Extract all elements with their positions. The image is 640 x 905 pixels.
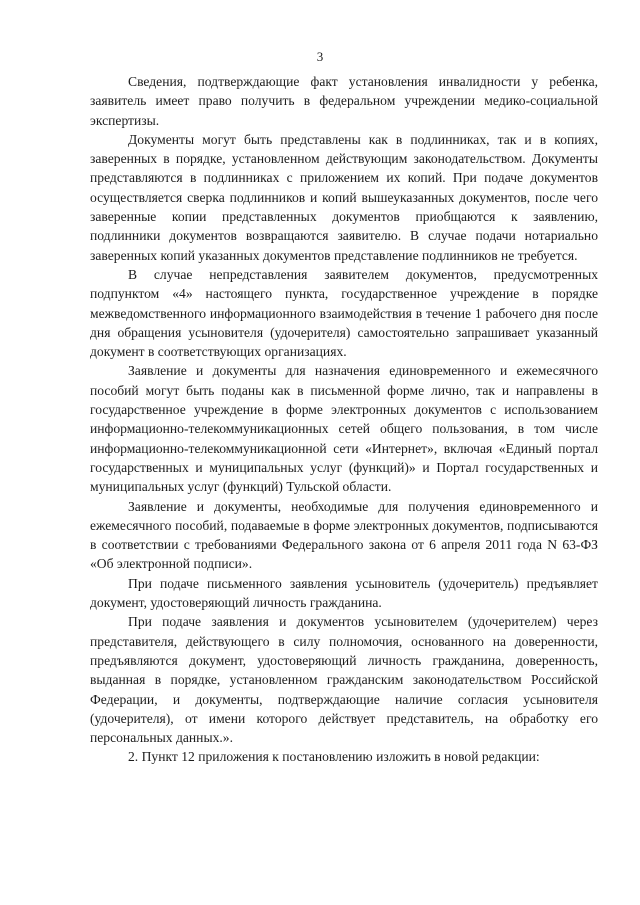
paragraph-representative: При подаче заявления и документов усыновителем (удочерителем) через представителя, действующего в силу полномочия, основанного на доверенности, предъявляются документ, удостоверяющий личность гражданина, доверенность, выданная в порядке, установленном гражданским законодательством Российской Федерации, и документы, подтверждающие наличие согласия усыновителя (удочерителя), от имени которого действует представитель, на обработку его персональных данных.». — [90, 614, 598, 746]
paragraph-electronic-signature: Заявление и документы, необходимые для получения единовременного и ежемесячного пособий, подаваемые в форме электронных документов, подписываются в соответствии с требованиями Федерального закона от 6 апреля 2011 года N 63-ФЗ «Об электронной подписи». — [90, 498, 598, 572]
document-body — [90, 72, 598, 767]
paragraph-document-copies: Документы могут быть представлены как в подлинниках, так и в копиях, заверенных в порядке, установленном действующим законодательством. Документы представляются в подлинниках с приложением их копий. При подаче документов осуществляется сверка подлинников и копий вышеуказанных документов, после чего заверенные копии представленных документов приобщаются к заявлению, подлинники документов возвращаются заявителю. В случае подачи нотариально заверенных копий указанных документов представление подлинников не требуется. — [90, 131, 598, 263]
paragraph-disability-info: Сведения, подтверждающие факт установления инвалидности у ребенка, заявитель имеет право получить в федеральном учреждении медико-социальной экспертизы. — [90, 74, 598, 128]
paragraph-submission-methods: Заявление и документы для назначения единовременного и ежемесячного пособий могут быть поданы как в письменной форме лично, так и направлены в государственное учреждение в форме электронных документов с использованием информационно-телекоммуникационных сетей общего пользования, в том числе информационно-телекоммуникационной сети «Интернет», включая «Единый портал государственных и муниципальных услуг (функций)» и Портал государственных и муниципальных услуг (функций) Тульской области. — [90, 363, 598, 495]
paragraph-identity-document: При подаче письменного заявления усыновитель (удочеритель) предъявляет документ, удостоверяющий личность гражданина. — [90, 575, 598, 611]
page-number: 3 — [316, 49, 324, 64]
paragraph-interagency-request: В случае непредставления заявителем документов, предусмотренных подпунктом «4» настоящего пункта, государственное учреждение в порядке межведомственного информационного взаимодействия в течение 1 рабочего дня после дня обращения усыновителя (удочерителя) самостоятельно запрашивает указанный документ в соответствующих организациях. — [90, 266, 598, 360]
paragraph-amendment-item-2: 2. Пункт 12 приложения к постановлению изложить в новой редакции: — [128, 749, 540, 765]
